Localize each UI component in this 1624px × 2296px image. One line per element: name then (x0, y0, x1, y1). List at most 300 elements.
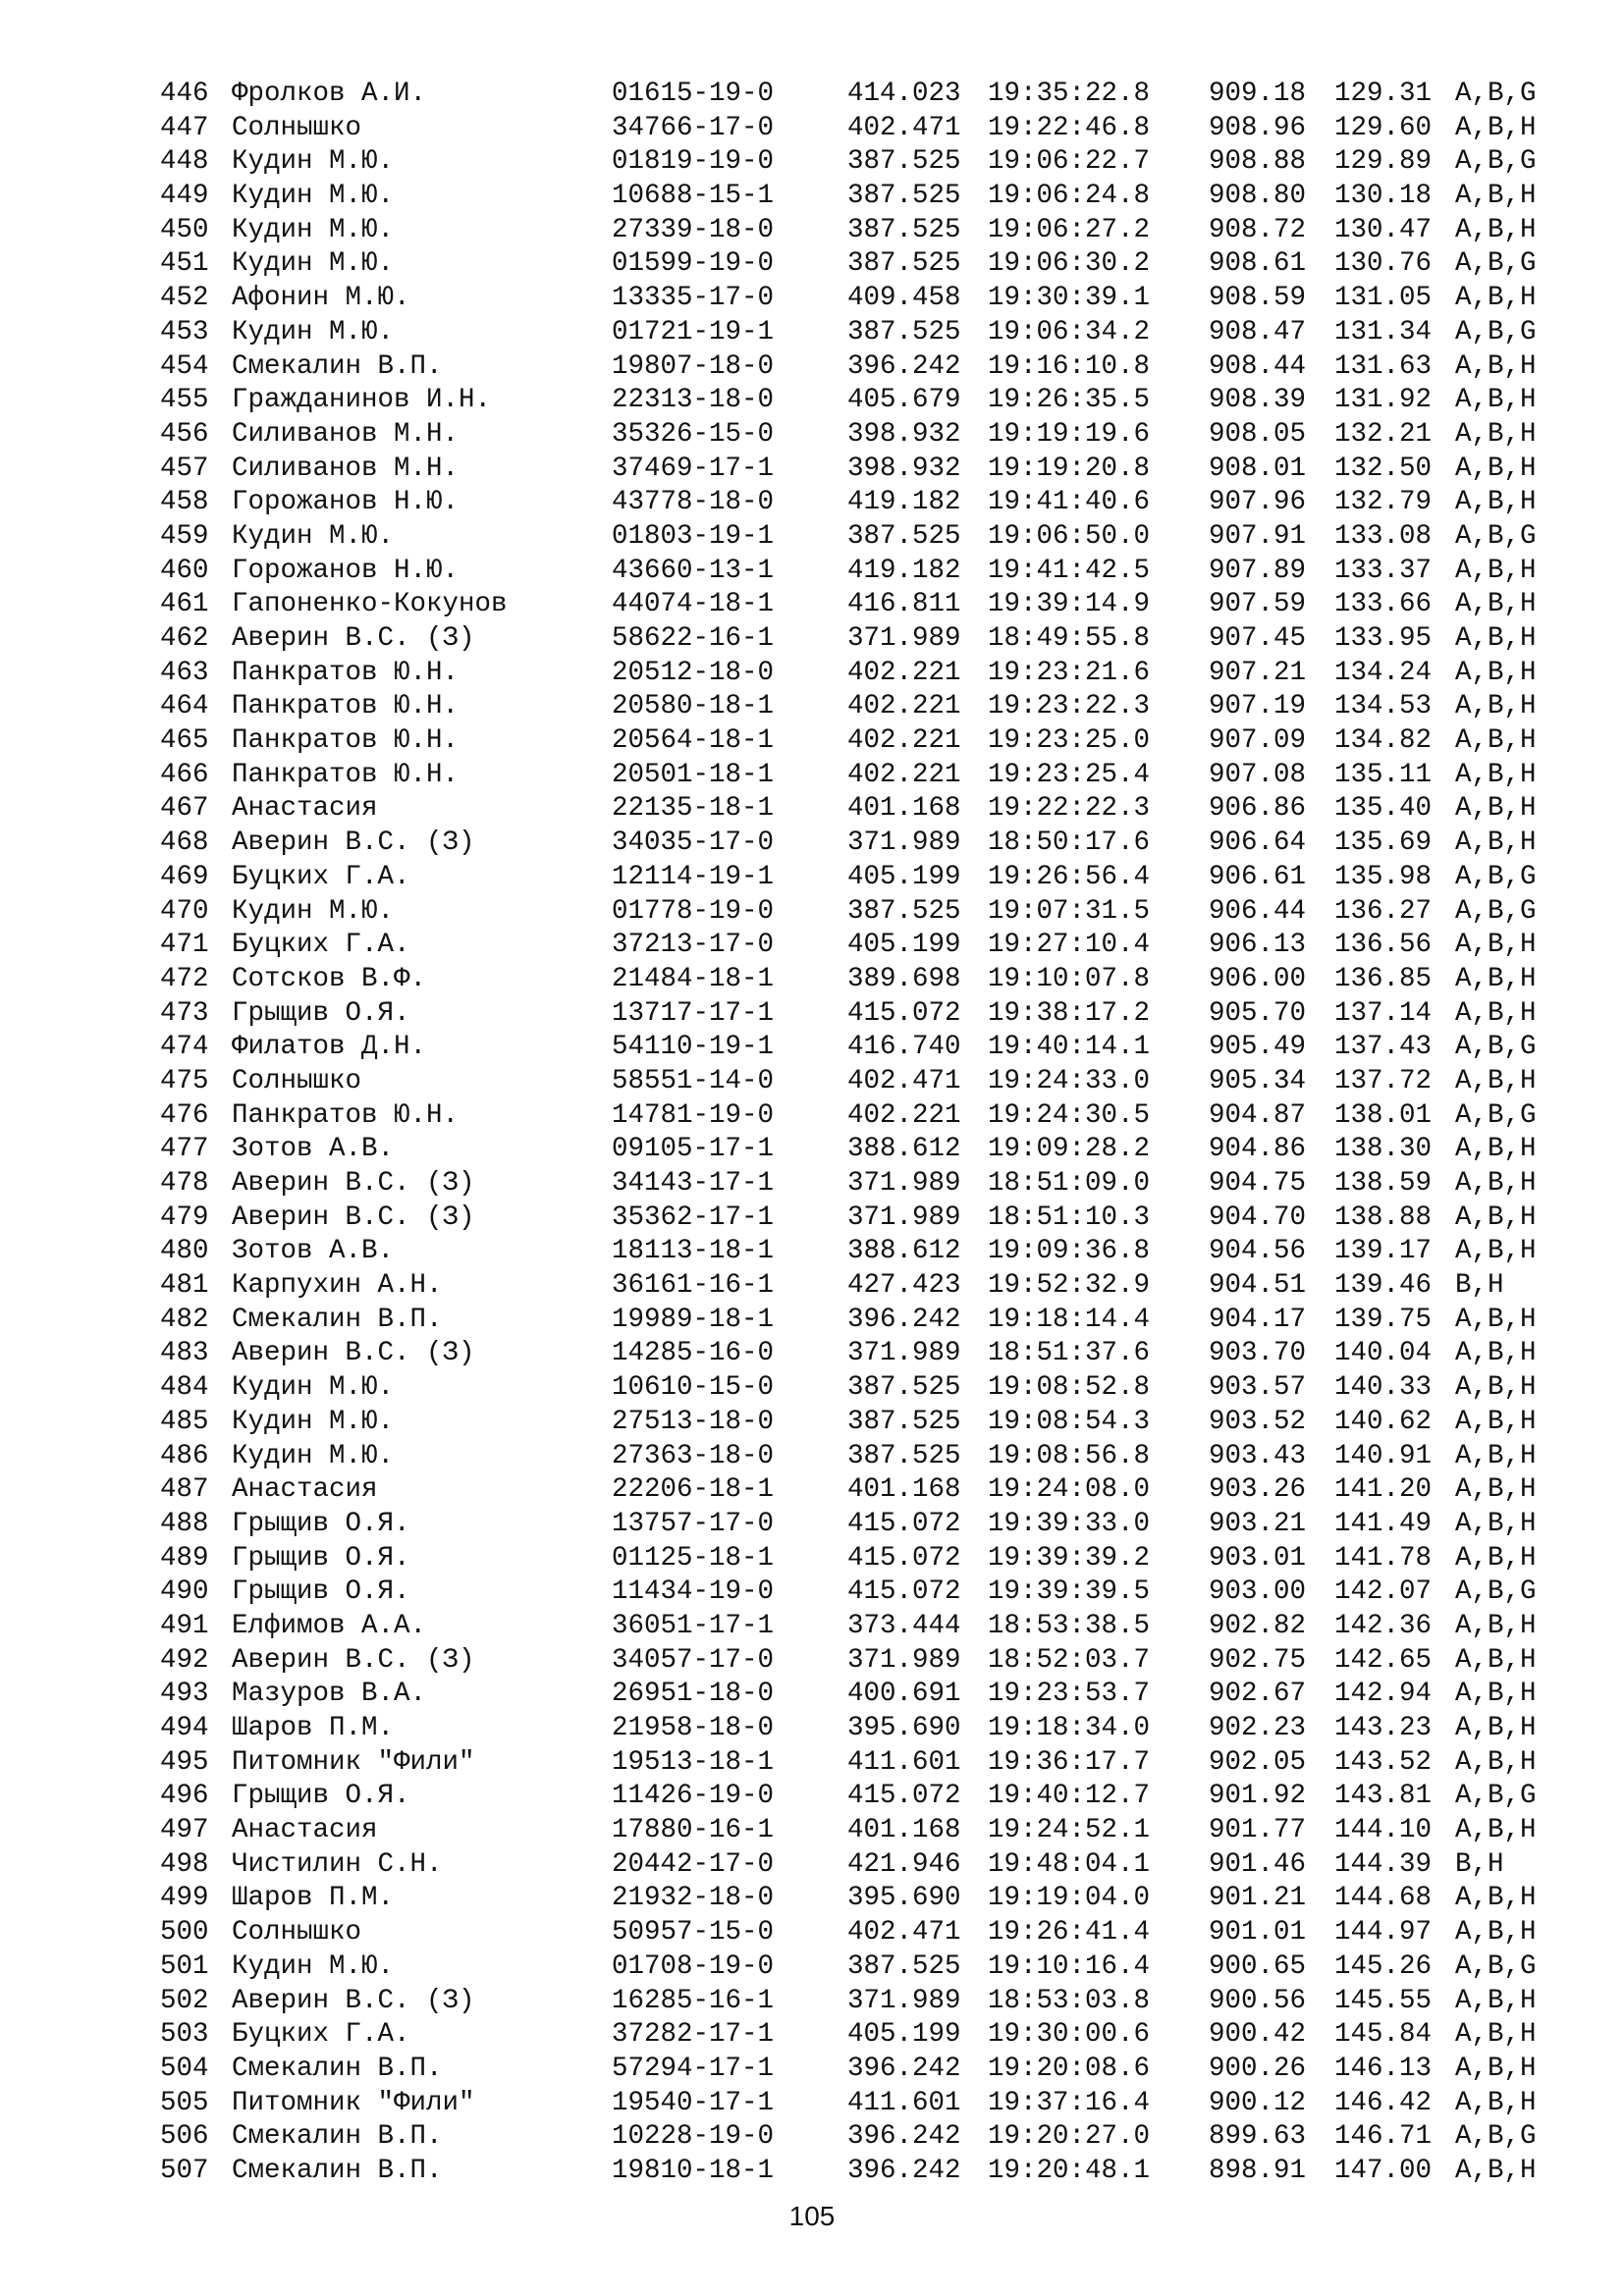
row-coefficient: 144.68 (1334, 1883, 1433, 1914)
row-arrival-time: 19:18:34.0 (988, 1713, 1151, 1743)
row-ring-number: 01819-19-0 (612, 146, 775, 178)
row-speed: 906.64 (1209, 828, 1307, 859)
row-groups: A,B,G (1455, 1950, 1537, 1982)
row-fancier-name: Смекалин В.П. (232, 350, 443, 382)
row-fancier-name: Кудин М.Ю. (232, 214, 395, 245)
row-arrival-time: 19:37:16.4 (988, 2087, 1151, 2118)
result-row (160, 145, 1574, 180)
row-coefficient: 142.65 (1334, 1644, 1433, 1676)
row-ring-number: 14285-16-0 (612, 1338, 775, 1369)
row-distance: 387.525 (847, 181, 961, 212)
row-speed: 908.47 (1209, 316, 1307, 347)
row-arrival-time: 18:52:03.7 (988, 1644, 1151, 1676)
row-arrival-time: 19:06:30.2 (988, 248, 1151, 280)
row-distance: 401.168 (847, 793, 961, 825)
row-coefficient: 137.43 (1334, 1032, 1433, 1063)
row-speed: 902.75 (1209, 1644, 1307, 1676)
row-place: 496 (160, 1781, 209, 1812)
result-row (160, 759, 1574, 793)
row-fancier-name: Анастасия (232, 1815, 378, 1846)
result-row (160, 2087, 1574, 2121)
result-row (160, 1508, 1574, 1542)
row-ring-number: 36051-17-1 (612, 1610, 775, 1641)
row-distance: 415.072 (847, 1508, 961, 1539)
row-groups: A,B,H (1455, 691, 1537, 722)
row-arrival-time: 19:26:41.4 (988, 1917, 1151, 1949)
row-arrival-time: 19:41:40.6 (988, 487, 1151, 518)
row-ring-number: 26951-18-0 (612, 1679, 775, 1710)
row-groups: A,B,H (1455, 1644, 1537, 1676)
result-row (160, 963, 1574, 997)
row-fancier-name: Панкратов Ю.Н. (232, 725, 460, 757)
row-place: 479 (160, 1201, 209, 1233)
row-fancier-name: Смекалин В.П. (232, 2121, 443, 2153)
row-coefficient: 138.30 (1334, 1134, 1433, 1165)
row-ring-number: 20442-17-0 (612, 1848, 775, 1880)
row-ring-number: 44074-18-1 (612, 589, 775, 620)
row-speed: 903.00 (1209, 1576, 1307, 1608)
result-row (160, 384, 1574, 418)
row-ring-number: 27513-18-0 (612, 1406, 775, 1437)
row-speed: 908.96 (1209, 112, 1307, 143)
row-speed: 908.80 (1209, 181, 1307, 212)
row-distance: 387.525 (847, 1406, 961, 1437)
row-place: 480 (160, 1236, 209, 1267)
row-ring-number: 58622-16-1 (612, 623, 775, 654)
row-ring-number: 57294-17-1 (612, 2053, 775, 2084)
row-arrival-time: 19:10:16.4 (988, 1950, 1151, 1982)
row-fancier-name: Грыщив О.Я. (232, 1508, 410, 1539)
row-fancier-name: Кудин М.Ю. (232, 895, 395, 927)
row-speed: 905.70 (1209, 997, 1307, 1029)
row-fancier-name: Кудин М.Ю. (232, 520, 395, 552)
row-coefficient: 135.11 (1334, 759, 1433, 790)
row-coefficient: 131.63 (1334, 350, 1433, 382)
row-groups: B,H (1455, 1848, 1504, 1880)
row-groups: A,B,H (1455, 2087, 1537, 2118)
row-ring-number: 19810-18-1 (612, 2155, 775, 2186)
row-speed: 908.05 (1209, 418, 1307, 450)
row-speed: 907.19 (1209, 691, 1307, 722)
row-coefficient: 143.81 (1334, 1781, 1433, 1812)
row-arrival-time: 19:08:54.3 (988, 1406, 1151, 1437)
row-arrival-time: 19:40:14.1 (988, 1032, 1151, 1063)
row-arrival-time: 19:08:56.8 (988, 1440, 1151, 1471)
row-coefficient: 144.39 (1334, 1848, 1433, 1880)
row-fancier-name: Анастасия (232, 1474, 378, 1506)
row-place: 464 (160, 691, 209, 722)
result-row (160, 1644, 1574, 1679)
row-coefficient: 132.50 (1334, 453, 1433, 484)
row-speed: 903.26 (1209, 1474, 1307, 1506)
row-groups: A,B,H (1455, 181, 1537, 212)
row-place: 472 (160, 963, 209, 994)
row-distance: 371.989 (847, 828, 961, 859)
result-row (160, 1882, 1574, 1916)
row-ring-number: 34057-17-0 (612, 1644, 775, 1676)
result-row (160, 1167, 1574, 1201)
row-groups: A,B,G (1455, 2121, 1537, 2153)
row-groups: A,B,H (1455, 1168, 1537, 1199)
row-groups: A,B,H (1455, 418, 1537, 450)
result-row (160, 1575, 1574, 1610)
row-distance: 402.471 (847, 1065, 961, 1096)
row-arrival-time: 18:51:10.3 (988, 1201, 1151, 1233)
result-row (160, 78, 1574, 112)
row-distance: 405.199 (847, 930, 961, 961)
row-arrival-time: 19:24:08.0 (988, 1474, 1151, 1506)
result-row (160, 1473, 1574, 1508)
row-ring-number: 21932-18-0 (612, 1883, 775, 1914)
row-coefficient: 142.07 (1334, 1576, 1433, 1608)
row-coefficient: 144.97 (1334, 1917, 1433, 1949)
row-arrival-time: 19:23:25.0 (988, 725, 1151, 757)
row-coefficient: 136.27 (1334, 895, 1433, 927)
row-fancier-name: Шаров П.М. (232, 1883, 395, 1914)
row-speed: 902.82 (1209, 1610, 1307, 1641)
row-speed: 906.00 (1209, 963, 1307, 994)
row-fancier-name: Мазуров В.А. (232, 1679, 427, 1710)
row-arrival-time: 19:06:34.2 (988, 316, 1151, 347)
row-fancier-name: Буцких Г.А. (232, 2019, 410, 2051)
row-place: 474 (160, 1032, 209, 1063)
row-place: 505 (160, 2087, 209, 2118)
row-ring-number: 21958-18-0 (612, 1713, 775, 1743)
row-groups: A,B,G (1455, 1576, 1537, 1608)
row-distance: 395.690 (847, 1883, 961, 1914)
row-distance: 415.072 (847, 1781, 961, 1812)
row-distance: 427.423 (847, 1270, 961, 1302)
row-groups: A,B,G (1455, 1781, 1537, 1812)
row-place: 473 (160, 997, 209, 1029)
row-distance: 387.525 (847, 1950, 961, 1982)
row-fancier-name: Грыщив О.Я. (232, 997, 410, 1029)
row-coefficient: 131.92 (1334, 385, 1433, 416)
row-fancier-name: Карпухин А.Н. (232, 1270, 443, 1302)
row-groups: A,B,H (1455, 112, 1537, 143)
result-row (160, 588, 1574, 622)
row-distance: 396.242 (847, 2121, 961, 2153)
row-groups: A,B,G (1455, 895, 1537, 927)
result-row (160, 1916, 1574, 1950)
result-row (160, 1235, 1574, 1269)
row-place: 456 (160, 418, 209, 450)
result-row (160, 2155, 1574, 2189)
row-groups: A,B,H (1455, 2019, 1537, 2051)
row-ring-number: 13717-17-1 (612, 997, 775, 1029)
row-arrival-time: 19:24:52.1 (988, 1815, 1151, 1846)
row-distance: 371.989 (847, 1644, 961, 1676)
row-ring-number: 20512-18-0 (612, 657, 775, 688)
row-arrival-time: 19:20:48.1 (988, 2155, 1151, 2186)
row-distance: 419.182 (847, 555, 961, 586)
result-row (160, 657, 1574, 691)
row-coefficient: 138.59 (1334, 1168, 1433, 1199)
row-speed: 907.09 (1209, 725, 1307, 757)
row-coefficient: 139.75 (1334, 1304, 1433, 1335)
row-distance: 402.221 (847, 657, 961, 688)
row-arrival-time: 19:52:32.9 (988, 1270, 1151, 1302)
row-groups: A,B,H (1455, 759, 1537, 790)
row-distance: 402.221 (847, 1099, 961, 1131)
row-ring-number: 01708-19-0 (612, 1950, 775, 1982)
row-ring-number: 37469-17-1 (612, 453, 775, 484)
row-distance: 396.242 (847, 2053, 961, 2084)
row-distance: 411.601 (847, 2087, 961, 2118)
row-speed: 901.46 (1209, 1848, 1307, 1880)
row-speed: 903.43 (1209, 1440, 1307, 1471)
row-place: 495 (160, 1746, 209, 1778)
row-place: 483 (160, 1338, 209, 1369)
row-fancier-name: Смекалин В.П. (232, 1304, 443, 1335)
row-coefficient: 141.20 (1334, 1474, 1433, 1506)
row-speed: 904.56 (1209, 1236, 1307, 1267)
row-coefficient: 146.42 (1334, 2087, 1433, 2118)
row-distance: 409.458 (847, 283, 961, 314)
row-speed: 908.39 (1209, 385, 1307, 416)
row-ring-number: 37213-17-0 (612, 930, 775, 961)
row-groups: A,B,H (1455, 1985, 1537, 2016)
row-place: 506 (160, 2121, 209, 2153)
row-fancier-name: Шаров П.М. (232, 1713, 395, 1743)
row-distance: 387.525 (847, 214, 961, 245)
row-fancier-name: Грыщив О.Я. (232, 1781, 410, 1812)
row-place: 466 (160, 759, 209, 790)
row-speed: 903.70 (1209, 1338, 1307, 1369)
row-arrival-time: 19:36:17.7 (988, 1746, 1151, 1778)
row-distance: 387.525 (847, 1440, 961, 1471)
row-arrival-time: 19:18:14.4 (988, 1304, 1151, 1335)
row-speed: 908.61 (1209, 248, 1307, 280)
row-speed: 907.21 (1209, 657, 1307, 688)
row-distance: 402.471 (847, 1917, 961, 1949)
row-place: 463 (160, 657, 209, 688)
row-speed: 904.86 (1209, 1134, 1307, 1165)
row-arrival-time: 19:22:46.8 (988, 112, 1151, 143)
row-coefficient: 130.18 (1334, 181, 1433, 212)
row-ring-number: 11426-19-0 (612, 1781, 775, 1812)
row-distance: 402.221 (847, 725, 961, 757)
row-arrival-time: 19:09:36.8 (988, 1236, 1151, 1267)
row-groups: A,B,G (1455, 520, 1537, 552)
result-row (160, 180, 1574, 214)
row-coefficient: 138.01 (1334, 1099, 1433, 1131)
row-place: 461 (160, 589, 209, 620)
row-groups: A,B,H (1455, 2053, 1537, 2084)
row-speed: 908.59 (1209, 283, 1307, 314)
row-coefficient: 132.79 (1334, 487, 1433, 518)
row-speed: 904.51 (1209, 1270, 1307, 1302)
row-speed: 907.91 (1209, 520, 1307, 552)
row-place: 458 (160, 487, 209, 518)
row-arrival-time: 18:53:03.8 (988, 1985, 1151, 2016)
row-distance: 371.989 (847, 1985, 961, 2016)
row-place: 467 (160, 793, 209, 825)
row-fancier-name: Аверин В.С. (З) (232, 1201, 475, 1233)
result-row (160, 1065, 1574, 1099)
row-speed: 901.21 (1209, 1883, 1307, 1914)
result-row (160, 486, 1574, 520)
row-ring-number: 01599-19-0 (612, 248, 775, 280)
row-speed: 903.21 (1209, 1508, 1307, 1539)
row-coefficient: 129.31 (1334, 79, 1433, 109)
result-row (160, 2120, 1574, 2155)
row-arrival-time: 19:39:33.0 (988, 1508, 1151, 1539)
result-row (160, 1304, 1574, 1338)
row-fancier-name: Гражданинов И.Н. (232, 385, 492, 416)
row-coefficient: 134.53 (1334, 691, 1433, 722)
row-distance: 387.525 (847, 520, 961, 552)
row-coefficient: 140.33 (1334, 1372, 1433, 1404)
row-coefficient: 135.98 (1334, 861, 1433, 892)
row-fancier-name: Елфимов А.А. (232, 1610, 427, 1641)
result-row (160, 112, 1574, 146)
row-arrival-time: 18:49:55.8 (988, 623, 1151, 654)
row-arrival-time: 18:50:17.6 (988, 828, 1151, 859)
row-ring-number: 43778-18-0 (612, 487, 775, 518)
row-speed: 900.42 (1209, 2019, 1307, 2051)
row-distance: 395.690 (847, 1713, 961, 1743)
row-distance: 421.946 (847, 1848, 961, 1880)
row-coefficient: 131.05 (1334, 283, 1433, 314)
result-row (160, 929, 1574, 963)
result-row (160, 214, 1574, 248)
row-ring-number: 13335-17-0 (612, 283, 775, 314)
row-fancier-name: Фролков А.И. (232, 79, 427, 109)
row-arrival-time: 19:27:10.4 (988, 930, 1151, 961)
row-speed: 904.17 (1209, 1304, 1307, 1335)
row-fancier-name: Кудин М.Ю. (232, 1406, 395, 1437)
row-arrival-time: 19:41:42.5 (988, 555, 1151, 586)
row-speed: 909.18 (1209, 79, 1307, 109)
row-coefficient: 141.78 (1334, 1542, 1433, 1574)
row-arrival-time: 19:20:27.0 (988, 2121, 1151, 2153)
row-arrival-time: 19:19:20.8 (988, 453, 1151, 484)
row-coefficient: 136.85 (1334, 963, 1433, 994)
row-place: 488 (160, 1508, 209, 1539)
row-ring-number: 09105-17-1 (612, 1134, 775, 1165)
row-groups: A,B,G (1455, 146, 1537, 178)
row-distance: 414.023 (847, 79, 961, 109)
result-row (160, 2053, 1574, 2087)
row-distance: 371.989 (847, 1201, 961, 1233)
row-arrival-time: 18:53:38.5 (988, 1610, 1151, 1641)
result-row (160, 1542, 1574, 1576)
result-row (160, 997, 1574, 1032)
row-speed: 900.12 (1209, 2087, 1307, 2118)
row-coefficient: 138.88 (1334, 1201, 1433, 1233)
row-fancier-name: Солнышко (232, 1917, 362, 1949)
row-fancier-name: Афонин М.Ю. (232, 283, 410, 314)
row-fancier-name: Аверин В.С. (З) (232, 623, 475, 654)
row-groups: A,B,H (1455, 1372, 1537, 1404)
row-distance: 388.612 (847, 1236, 961, 1267)
row-place: 491 (160, 1610, 209, 1641)
row-coefficient: 145.55 (1334, 1985, 1433, 2016)
result-row (160, 247, 1574, 282)
row-place: 489 (160, 1542, 209, 1574)
row-arrival-time: 19:08:52.8 (988, 1372, 1151, 1404)
row-groups: A,B,H (1455, 1201, 1537, 1233)
row-arrival-time: 19:22:22.3 (988, 793, 1151, 825)
row-coefficient: 133.66 (1334, 589, 1433, 620)
row-arrival-time: 19:06:24.8 (988, 181, 1151, 212)
row-ring-number: 19513-18-1 (612, 1746, 775, 1778)
row-groups: A,B,G (1455, 316, 1537, 347)
row-distance: 398.932 (847, 453, 961, 484)
row-place: 457 (160, 453, 209, 484)
row-distance: 405.679 (847, 385, 961, 416)
row-speed: 908.01 (1209, 453, 1307, 484)
row-groups: A,B,G (1455, 1099, 1537, 1131)
row-groups: A,B,H (1455, 793, 1537, 825)
row-distance: 415.072 (847, 1542, 961, 1574)
row-arrival-time: 19:19:04.0 (988, 1883, 1151, 1914)
result-row (160, 418, 1574, 453)
row-coefficient: 134.82 (1334, 725, 1433, 757)
row-arrival-time: 19:26:56.4 (988, 861, 1151, 892)
row-speed: 907.45 (1209, 623, 1307, 654)
row-fancier-name: Гапоненко-Кокунов (232, 589, 508, 620)
row-groups: A,B,H (1455, 350, 1537, 382)
row-arrival-time: 19:09:28.2 (988, 1134, 1151, 1165)
row-fancier-name: Кудин М.Ю. (232, 1440, 395, 1471)
row-ring-number: 20580-18-1 (612, 691, 775, 722)
row-speed: 900.65 (1209, 1950, 1307, 1982)
row-speed: 901.01 (1209, 1917, 1307, 1949)
row-place: 503 (160, 2019, 209, 2051)
result-row (160, 1985, 1574, 2019)
row-place: 475 (160, 1065, 209, 1096)
row-fancier-name: Кудин М.Ю. (232, 1950, 395, 1982)
row-ring-number: 01721-19-1 (612, 316, 775, 347)
row-place: 507 (160, 2155, 209, 2186)
row-arrival-time: 19:39:14.9 (988, 589, 1151, 620)
row-speed: 906.13 (1209, 930, 1307, 961)
row-arrival-time: 19:20:08.6 (988, 2053, 1151, 2084)
row-arrival-time: 19:35:22.8 (988, 79, 1151, 109)
row-fancier-name: Кудин М.Ю. (232, 181, 395, 212)
row-speed: 904.87 (1209, 1099, 1307, 1131)
row-place: 478 (160, 1168, 209, 1199)
row-place: 487 (160, 1474, 209, 1506)
result-row (160, 1201, 1574, 1236)
row-speed: 901.77 (1209, 1815, 1307, 1846)
row-place: 497 (160, 1815, 209, 1846)
row-arrival-time: 19:39:39.2 (988, 1542, 1151, 1574)
row-ring-number: 19807-18-0 (612, 350, 775, 382)
row-speed: 906.86 (1209, 793, 1307, 825)
row-coefficient: 130.47 (1334, 214, 1433, 245)
row-distance: 419.182 (847, 487, 961, 518)
row-speed: 907.96 (1209, 487, 1307, 518)
row-speed: 907.89 (1209, 555, 1307, 586)
row-place: 502 (160, 1985, 209, 2016)
row-place: 446 (160, 79, 209, 109)
row-groups: A,B,H (1455, 1440, 1537, 1471)
row-coefficient: 140.04 (1334, 1338, 1433, 1369)
row-groups: A,B,H (1455, 283, 1537, 314)
row-arrival-time: 19:24:30.5 (988, 1099, 1151, 1131)
row-ring-number: 18113-18-1 (612, 1236, 775, 1267)
row-speed: 900.56 (1209, 1985, 1307, 2016)
row-groups: A,B,H (1455, 555, 1537, 586)
row-fancier-name: Питомник "Фили" (232, 2087, 475, 2118)
row-groups: A,B,G (1455, 861, 1537, 892)
row-arrival-time: 18:51:09.0 (988, 1168, 1151, 1199)
row-coefficient: 140.62 (1334, 1406, 1433, 1437)
row-place: 477 (160, 1134, 209, 1165)
